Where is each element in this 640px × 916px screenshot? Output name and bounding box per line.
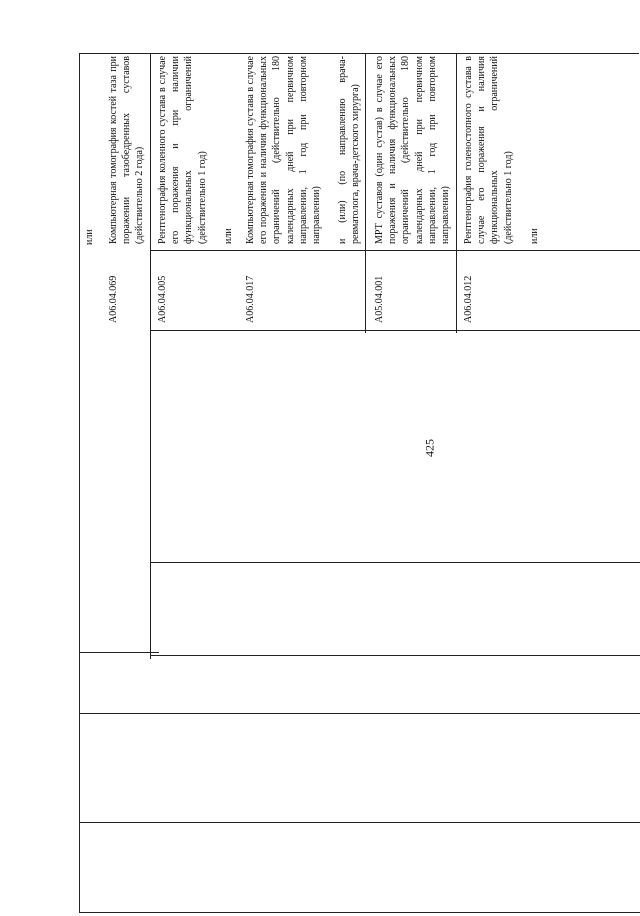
row-separator-line	[365, 53, 366, 333]
row-description: МРТ суставов (один сустав) в случае его поражения и наличия функциональных ограничений (действительно 180 календарных дней при первичном направлении, 1 год при повторном направлении)	[374, 56, 452, 244]
service-code: A06.04.012	[463, 275, 474, 323]
row-description: Рентгенография коленного сустава в случае его поражения и при наличии функциональных ограничений (действительно 1 год) или	[157, 56, 234, 244]
table-divider-line	[79, 652, 159, 653]
table-divider-line	[150, 330, 640, 331]
table-top-line	[79, 53, 639, 54]
service-code: A06.04.005	[157, 275, 168, 323]
table-divider-line	[150, 562, 640, 563]
service-code: A06.04.017	[245, 275, 256, 323]
table-divider-line	[150, 655, 640, 656]
row-separator-line	[150, 53, 151, 659]
row-description: Рентгенография голеностопного сустава в случае его поражения и наличия функциональных ограничений (действительно 1 год) или	[463, 56, 540, 244]
row-separator-line	[456, 53, 457, 333]
table-divider-line	[79, 822, 640, 823]
table-divider-line	[79, 713, 640, 714]
service-code: A06.04.069	[108, 275, 119, 323]
table-left-line	[79, 53, 80, 912]
row-description: или	[84, 229, 95, 245]
row-description: Компьютерная томография сустава в случае его поражения и наличия функциональных ограничений (действительно 180 календарных дней при первичном направлении, 1 год при повторном направлении) и (или) (по направлению врача-ревматолога, врача-детского хирурга)	[245, 56, 362, 244]
table-bottom-line	[79, 912, 640, 913]
table-divider-line	[150, 250, 640, 251]
service-code: A05.04.001	[374, 275, 385, 323]
row-description: Компьютерная томография костей таза при поражении тазобедренных суставов (действительно 2 года)	[108, 56, 146, 244]
page-number: 425	[422, 439, 437, 457]
